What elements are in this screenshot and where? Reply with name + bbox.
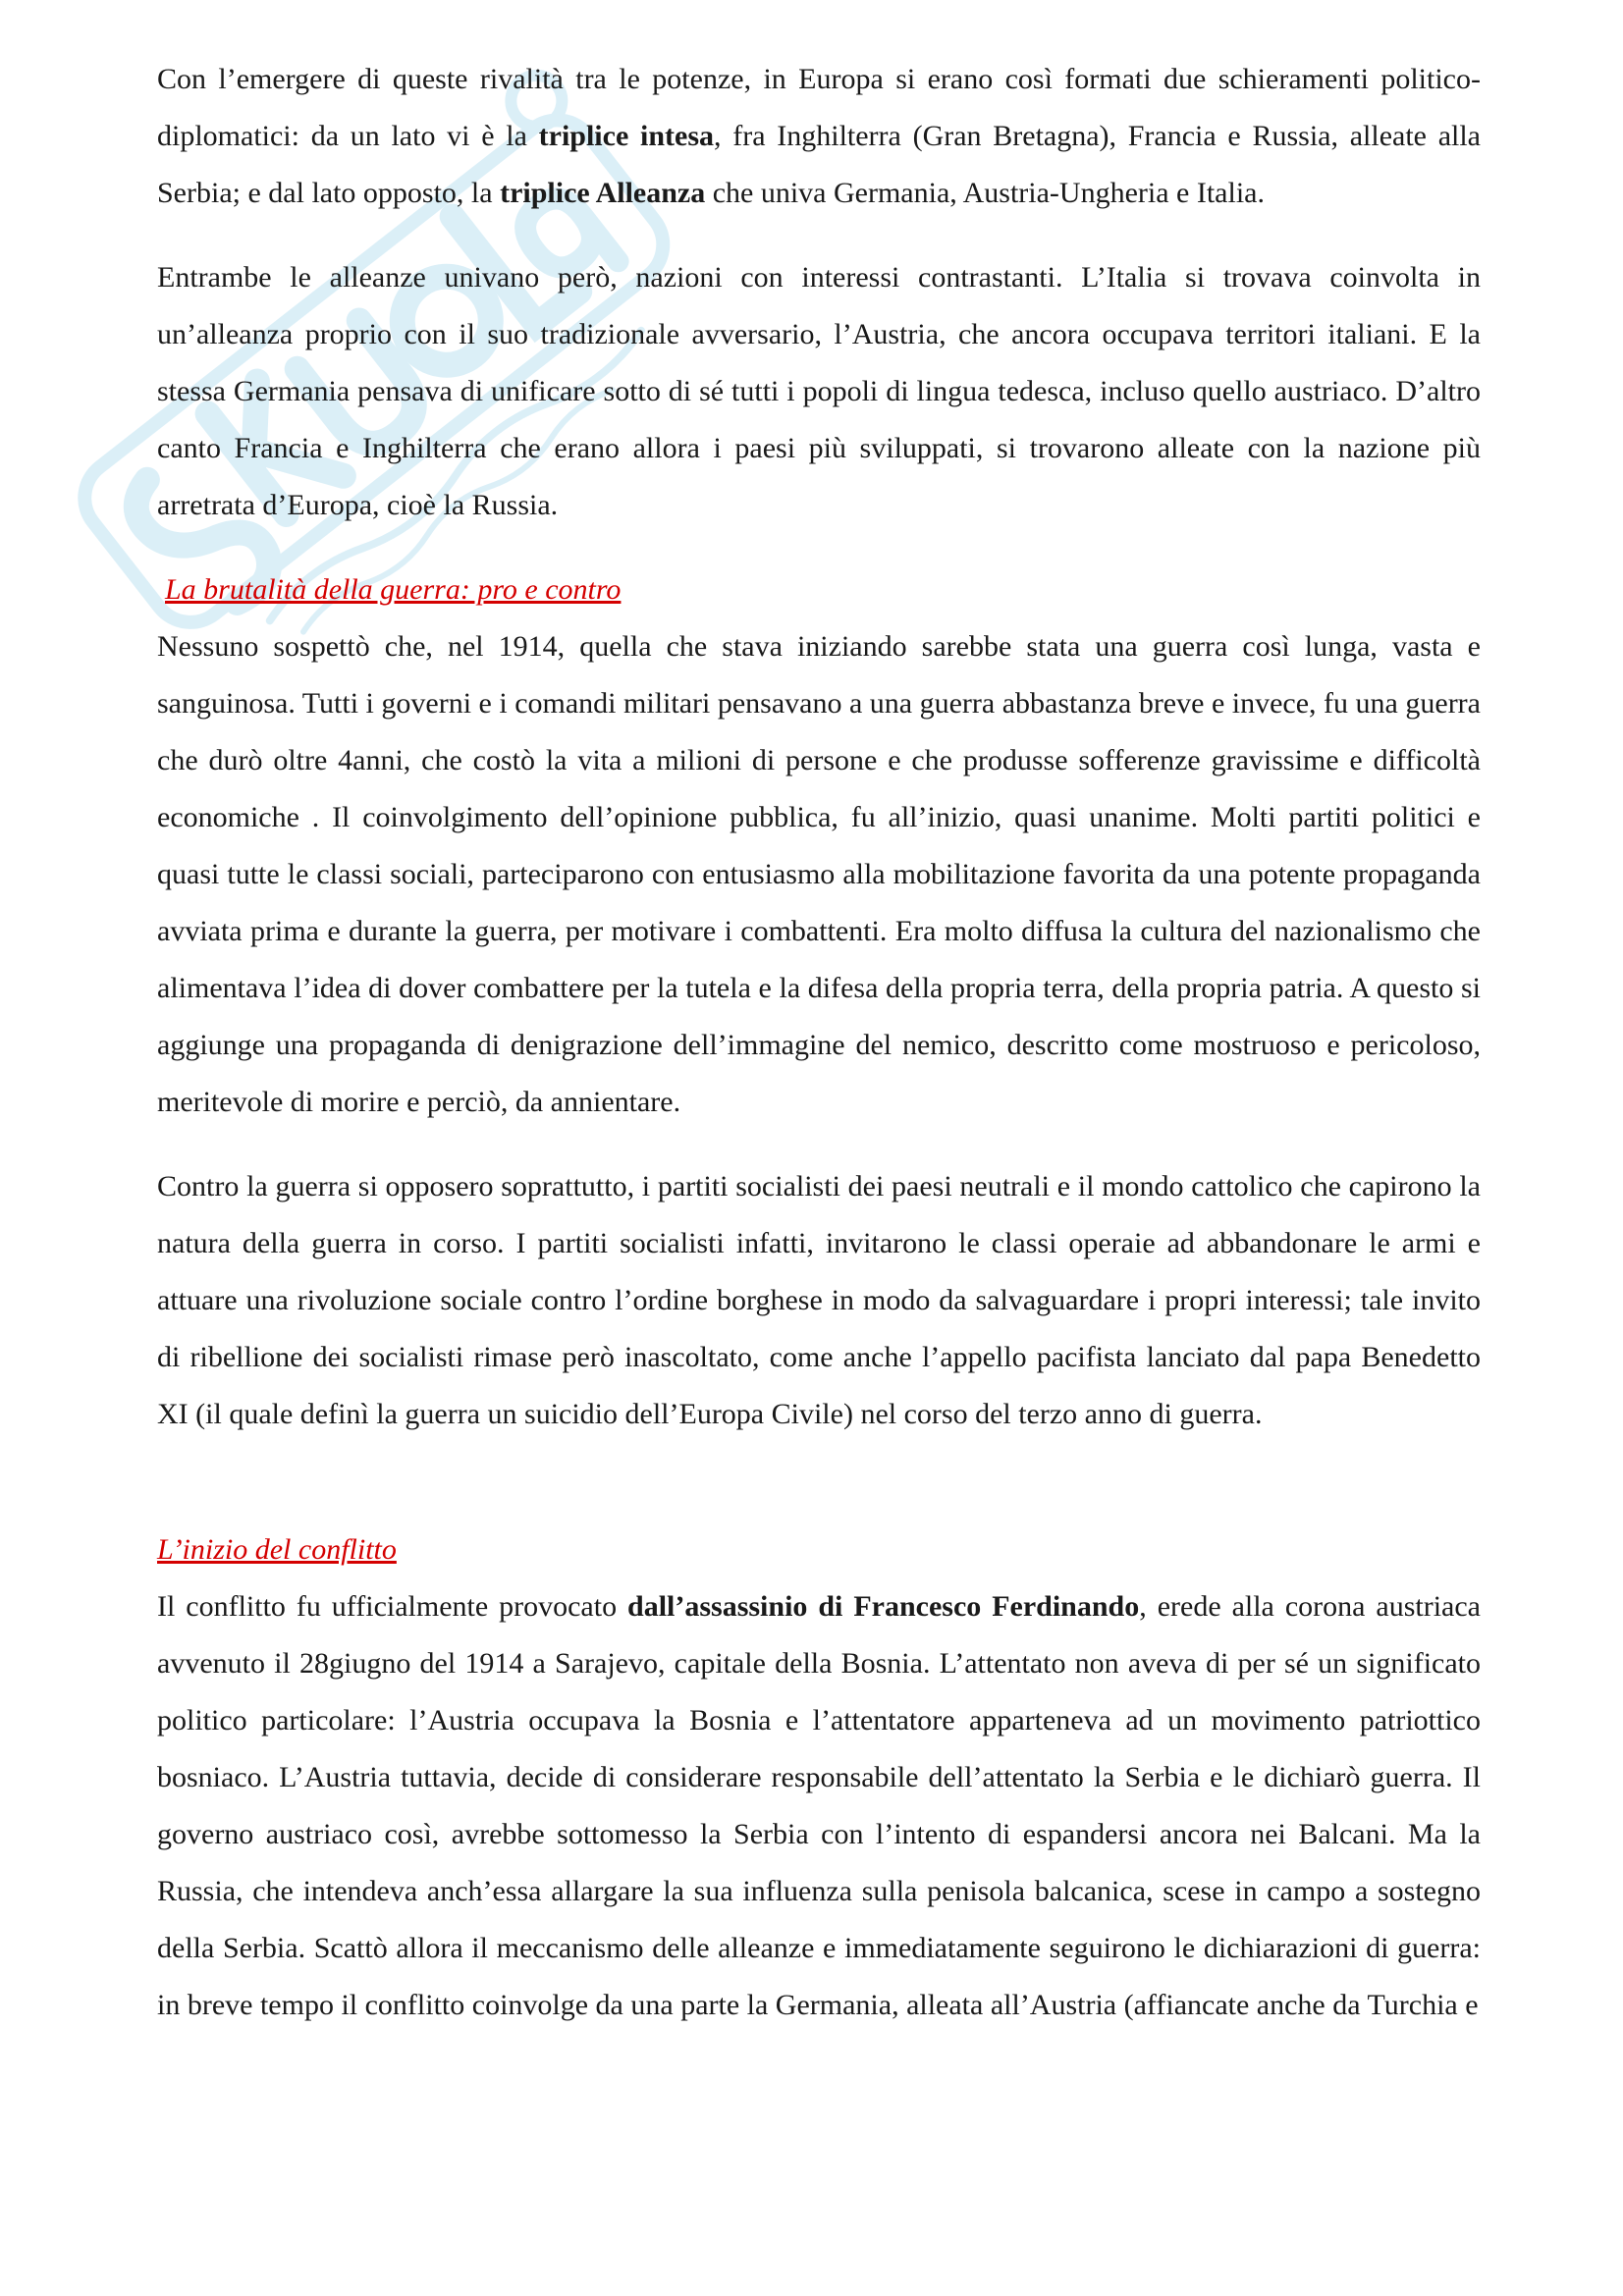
section-heading-brutality: La brutalità della guerra: pro e contro xyxy=(165,573,622,606)
bold-term-triplice-alleanza: triplice Alleanza xyxy=(500,177,706,209)
paragraph-text: , erede alla corona austriaca avvenuto il 28giugno del 1914 a Sarajevo, capitale della Bosnia. L’attentato non aveva di per sé un significato politico particolare: l’Austria occupava la Bosnia e l’attentatore apparteneva ad un movimento patriottico bosniaco. L’Austria tuttavia, decide di considerare responsabile dell’attentato la Serbia e le dichiarò guerra. Il governo austriaco così, avrebbe sottomesso la Serbia con l’intento di espandersi ancora nei Balcani. Ma la Russia, che intendeva anch’essa allargare la sua influenza sulla penisola balcanica, scese in campo a sostegno della Serbia. Scattò allora il meccanismo delle alleanze e immediatamente seguirono le dichiarazioni di guerra: in breve tempo il conflitto coinvolge da una parte la Germania, alleata all’Austria (affiancate anche da Turchia e xyxy=(157,1590,1481,2021)
paragraph-alliances xyxy=(157,51,1481,222)
bold-term-triplice-intesa: triplice intesa xyxy=(538,120,714,152)
paragraph-opposition: Contro la guerra si opposero soprattutto, i partiti socialisti dei paesi neutrali e il mondo cattolico che capirono la natura della guerra in corso. I partiti socialisti infatti, invitarono le classi operaie ad abbandonare le armi e attuare una rivoluzione sociale contro l’ordine borghese in modo da salvaguardare i propri interessi; tale invito di ribellione dei socialisti rimase però inascoltato, come anche l’appello pacifista lanciato dal papa Benedetto XI (il quale definì la guerra un suicidio dell’Europa Civile) nel corso del terzo anno di guerra. xyxy=(157,1170,1481,1430)
document-body xyxy=(157,51,1481,2034)
paragraph-text: che univa Germania, Austria-Ungheria e Italia. xyxy=(705,177,1265,209)
paragraph-war-duration: Nessuno sospettò che, nel 1914, quella che stava iniziando sarebbe stata una guerra così lunga, vasta e sanguinosa. Tutti i governi e i comandi militari pensavano a una guerra abbastanza breve e invece, fu una guerra che durò oltre 4anni, che costò la vita a milioni di persone e che produsse sofferenze gravissime e difficoltà economiche . Il coinvolgimento dell’opinione pubblica, fu all’inizio, quasi unanime. Molti partiti politici e quasi tutte le classi sociali, parteciparono con entusiasmo alla mobilitazione favorita da una potente propaganda avviata prima e durante la guerra, per motivare i combattenti. Era molto diffusa la cultura del nazionalismo che alimentava l’idea di dover combattere per la tutela e la difesa della propria terra, della propria patria. A questo si aggiunge una propaganda di denigrazione dell’immagine del nemico, descritto come mostruoso e pericoloso, meritevole di morire e perciò, da annientare. xyxy=(157,630,1481,1118)
paragraph-text: , fra Inghilterra (Gran Bretagna), Francia e Russia, alleate alla Serbia; e dal lato opposto, la xyxy=(157,120,1481,209)
paragraph-text: Il conflitto fu ufficialmente provocato xyxy=(157,1590,628,1623)
bold-term-assassination: dall’assassinio di Francesco Ferdinando xyxy=(627,1590,1140,1623)
section-heading-start-of-conflict: L’inizio del conflitto xyxy=(157,1533,397,1566)
paragraph-assassination xyxy=(157,1578,1481,2034)
paragraph-contrasting-interests: Entrambe le alleanze univano però, nazioni con interessi contrastanti. L’Italia si trovava coinvolta in un’alleanza proprio con il suo tradizionale avversario, l’Austria, che ancora occupava territori italiani. E la stessa Germania pensava di unificare sotto di sé tutti i popoli di lingua tedesca, incluso quello austriaco. D’altro canto Francia e Inghilterra che erano allora i paesi più sviluppati, si trovarono alleate con la nazione più arretrata d’Europa, cioè la Russia. xyxy=(157,261,1481,521)
paragraph-text: Con l’emergere di queste rivalità tra le potenze, in Europa si erano così formati due schieramenti politico-diplomatici: da un lato vi è la xyxy=(157,63,1481,152)
